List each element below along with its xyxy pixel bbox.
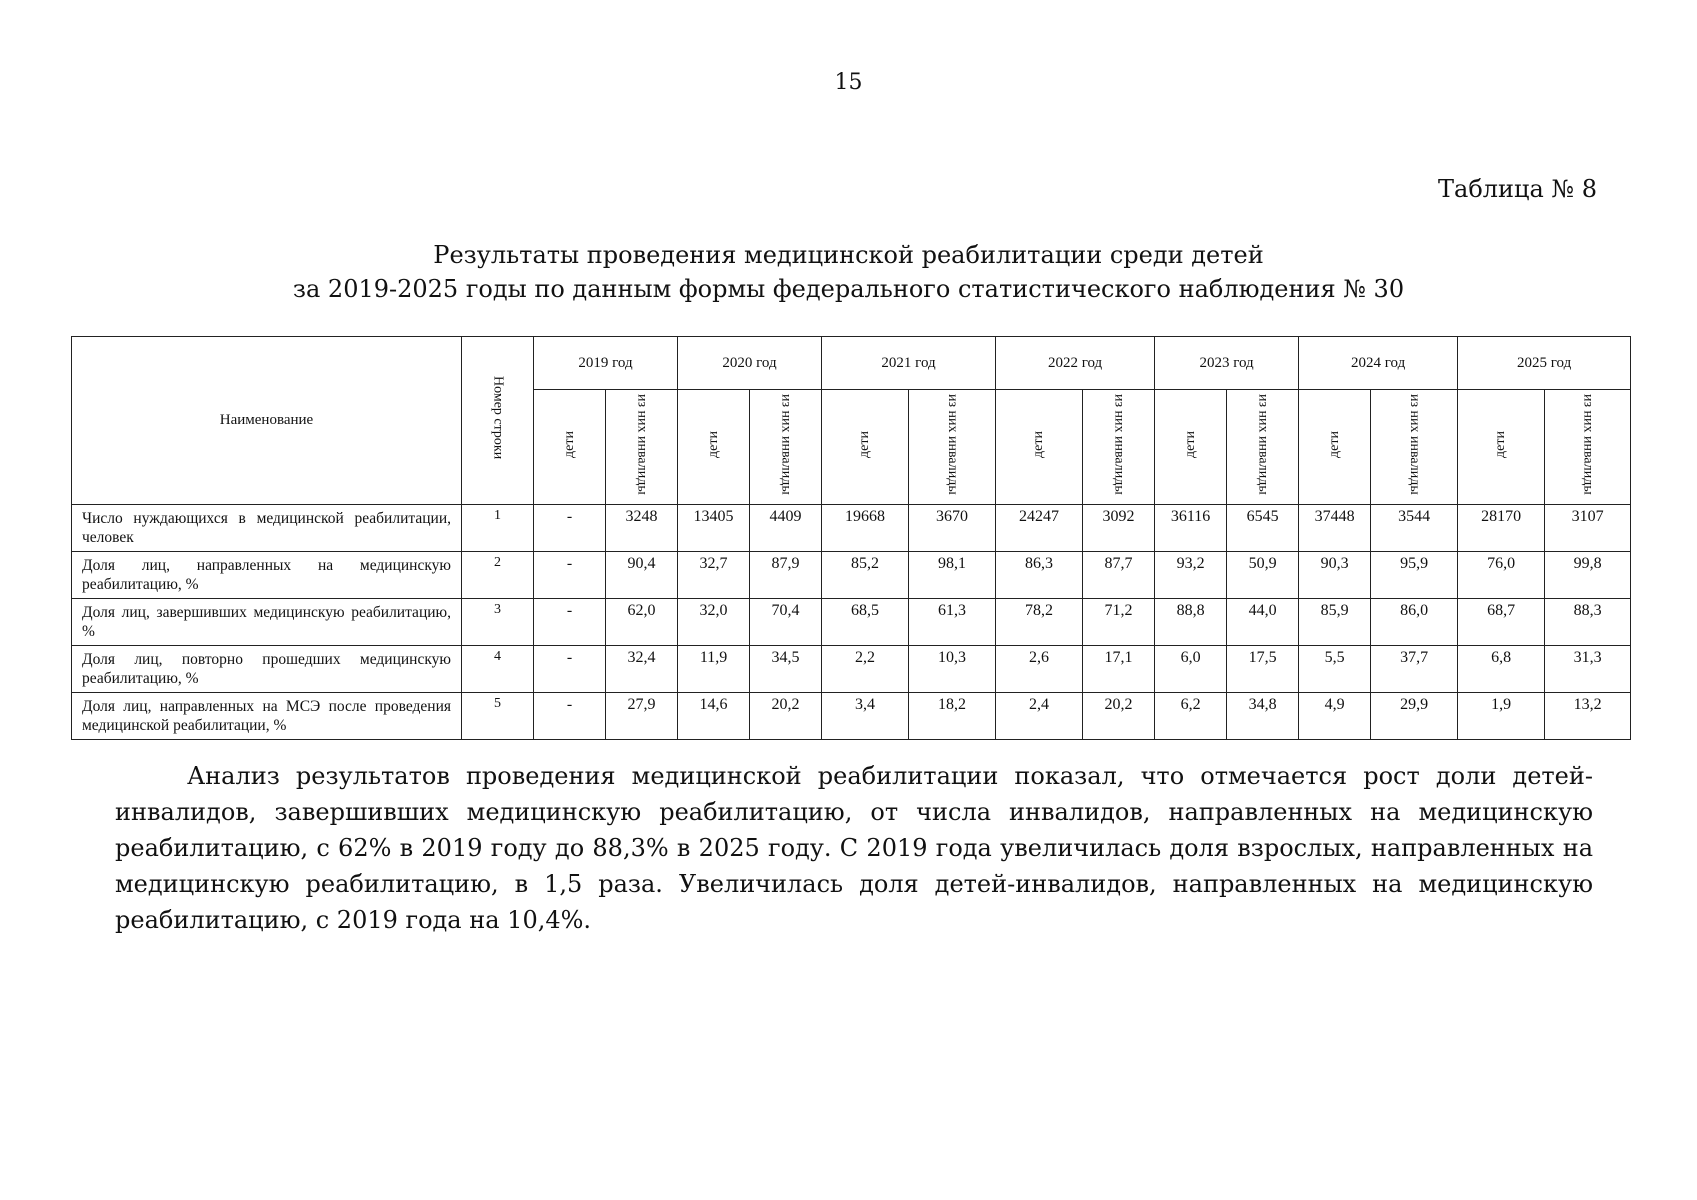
table-cell: 88,3 — [1545, 599, 1631, 646]
table-cell: 2,2 — [822, 646, 909, 693]
header-year-2021: 2021 год — [822, 337, 996, 390]
table-cell: 44,0 — [1227, 599, 1299, 646]
table-cell: 34,8 — [1227, 693, 1299, 740]
table-cell: 86,3 — [996, 552, 1083, 599]
table-cell: 32,4 — [606, 646, 678, 693]
table-cell: 95,9 — [1371, 552, 1458, 599]
row-number: 1 — [462, 505, 534, 552]
table-cell: 6,2 — [1155, 693, 1227, 740]
table-cell: 37,7 — [1371, 646, 1458, 693]
table-cell: 13405 — [678, 505, 750, 552]
table-row — [72, 552, 1631, 599]
table-cell: 6545 — [1227, 505, 1299, 552]
table-cell: 18,2 — [909, 693, 996, 740]
subheader-disabled — [909, 390, 996, 505]
subheader-disabled-label: из них инвалиды — [634, 394, 650, 495]
table-cell: 70,4 — [750, 599, 822, 646]
header-name: Наименование — [72, 337, 462, 505]
table-cell: 4,9 — [1299, 693, 1371, 740]
table-cell: 6,0 — [1155, 646, 1227, 693]
row-number: 5 — [462, 693, 534, 740]
table-cell: 17,1 — [1083, 646, 1155, 693]
table-cell: 5,5 — [1299, 646, 1371, 693]
table-cell: 98,1 — [909, 552, 996, 599]
table-cell: 68,5 — [822, 599, 909, 646]
table-cell: - — [534, 505, 606, 552]
subheader-disabled — [1371, 390, 1458, 505]
row-number: 4 — [462, 646, 534, 693]
header-row-number-label: Номер строки — [490, 376, 506, 460]
subheader-children-label: дети — [705, 431, 721, 458]
table-cell: 50,9 — [1227, 552, 1299, 599]
table-cell: - — [534, 646, 606, 693]
table-cell: 4409 — [750, 505, 822, 552]
table-cell: 88,8 — [1155, 599, 1227, 646]
table-body — [72, 505, 1631, 740]
subheader-children — [534, 390, 606, 505]
row-name: Доля лиц, направленных на медицинскую реабилитацию, % — [72, 552, 462, 599]
subheader-disabled-label: из них инвалиды — [1407, 394, 1423, 495]
analysis-paragraph: Анализ результатов проведения медицинской реабилитации показал, что отмечается рост доли детей-инвалидов, завершивших медицинскую реабилитацию, от числа инвалидов, направленных на медицинскую реабилитацию, с 62% в 2019 году до 88,3% в 2025 году. С 2019 года увеличилась доля взрослых, направленных на медицинскую реабилитацию, в 1,5 раза. Увеличилась доля детей-инвалидов, направленных на медицинскую реабилитацию, с 2019 года на 10,4%. — [115, 762, 1593, 934]
table-cell: 36116 — [1155, 505, 1227, 552]
table-cell: 14,6 — [678, 693, 750, 740]
subheader-disabled-label: из них инвалиды — [945, 394, 961, 495]
table-cell: 27,9 — [606, 693, 678, 740]
table-row — [72, 646, 1631, 693]
table-title-line-2: за 2019-2025 годы по данным формы федерального статистического наблюдения № 30 — [292, 275, 1405, 303]
row-name: Доля лиц, повторно прошедших медицинскую реабилитацию, % — [72, 646, 462, 693]
table-cell: 6,8 — [1458, 646, 1545, 693]
table-cell: 34,5 — [750, 646, 822, 693]
row-name: Доля лиц, завершивших медицинскую реабилитацию, % — [72, 599, 462, 646]
table-cell: 85,9 — [1299, 599, 1371, 646]
subheader-children — [1299, 390, 1371, 505]
table-row — [72, 505, 1631, 552]
subheader-children-label: дети — [561, 431, 577, 458]
row-number: 3 — [462, 599, 534, 646]
table-cell: 11,9 — [678, 646, 750, 693]
table-cell: 3092 — [1083, 505, 1155, 552]
subheader-children-label: дети — [1182, 431, 1198, 458]
subheader-disabled-label: из них инвалиды — [1111, 394, 1127, 495]
table-cell: 99,8 — [1545, 552, 1631, 599]
subheader-children — [678, 390, 750, 505]
subheader-disabled — [1227, 390, 1299, 505]
table-cell: 90,4 — [606, 552, 678, 599]
table-cell: 20,2 — [750, 693, 822, 740]
table-cell: 19668 — [822, 505, 909, 552]
subheader-disabled-label: из них инвалиды — [1255, 394, 1271, 495]
subheader-children-label: дети — [1493, 431, 1509, 458]
table-cell: - — [534, 599, 606, 646]
table-cell: 3248 — [606, 505, 678, 552]
table-cell: 28170 — [1458, 505, 1545, 552]
table-cell: 85,2 — [822, 552, 909, 599]
table-cell: 10,3 — [909, 646, 996, 693]
table-cell: 87,7 — [1083, 552, 1155, 599]
table-cell: 13,2 — [1545, 693, 1631, 740]
subheader-disabled — [606, 390, 678, 505]
table-row — [72, 599, 1631, 646]
table-cell: 1,9 — [1458, 693, 1545, 740]
table-cell: 3,4 — [822, 693, 909, 740]
subheader-children-label: дети — [857, 431, 873, 458]
subheader-disabled-label: из них инвалиды — [1580, 394, 1596, 495]
header-year-2025: 2025 год — [1458, 337, 1631, 390]
table-cell: 31,3 — [1545, 646, 1631, 693]
table-cell: 24247 — [996, 505, 1083, 552]
table-row — [72, 693, 1631, 740]
subheader-children — [1458, 390, 1545, 505]
header-year-2020: 2020 год — [678, 337, 822, 390]
subheader-children — [822, 390, 909, 505]
table-cell: 29,9 — [1371, 693, 1458, 740]
subheader-disabled — [1545, 390, 1631, 505]
subheader-disabled-label: из них инвалиды — [778, 394, 794, 495]
table-cell: 3107 — [1545, 505, 1631, 552]
table-cell: 87,9 — [750, 552, 822, 599]
subheader-children-label: дети — [1031, 431, 1047, 458]
table-cell: 2,4 — [996, 693, 1083, 740]
table-cell: 93,2 — [1155, 552, 1227, 599]
table-cell: 3670 — [909, 505, 996, 552]
page-number: 15 — [834, 70, 863, 95]
header-year-2023: 2023 год — [1155, 337, 1299, 390]
table-cell: - — [534, 552, 606, 599]
table-cell: 17,5 — [1227, 646, 1299, 693]
table-cell: 37448 — [1299, 505, 1371, 552]
table-cell: 62,0 — [606, 599, 678, 646]
table-cell: 32,7 — [678, 552, 750, 599]
table-cell: - — [534, 693, 606, 740]
table-cell: 68,7 — [1458, 599, 1545, 646]
table-cell: 61,3 — [909, 599, 996, 646]
subheader-children-label: дети — [1326, 431, 1342, 458]
header-year-2024: 2024 год — [1299, 337, 1458, 390]
row-name: Число нуждающихся в медицинской реабилитации, человек — [72, 505, 462, 552]
subheader-children — [1155, 390, 1227, 505]
table-cell: 32,0 — [678, 599, 750, 646]
table-cell: 78,2 — [996, 599, 1083, 646]
table-cell: 3544 — [1371, 505, 1458, 552]
subheader-disabled — [1083, 390, 1155, 505]
table-cell: 71,2 — [1083, 599, 1155, 646]
row-name: Доля лиц, направленных на МСЭ после проведения медицинской реабилитации, % — [72, 693, 462, 740]
table-title — [0, 238, 1697, 306]
subheader-children — [996, 390, 1083, 505]
table-cell: 76,0 — [1458, 552, 1545, 599]
table-label: Таблица № 8 — [1438, 175, 1597, 203]
subheader-disabled — [750, 390, 822, 505]
header-row-number — [462, 337, 534, 505]
rehabilitation-results-table — [71, 336, 1631, 740]
header-year-2019: 2019 год — [534, 337, 678, 390]
header-year-2022: 2022 год — [996, 337, 1155, 390]
table-cell: 20,2 — [1083, 693, 1155, 740]
table-cell: 86,0 — [1371, 599, 1458, 646]
table-title-line-1: Результаты проведения медицинской реабилитации среди детей — [433, 241, 1264, 269]
row-number: 2 — [462, 552, 534, 599]
table-cell: 90,3 — [1299, 552, 1371, 599]
table-cell: 2,6 — [996, 646, 1083, 693]
